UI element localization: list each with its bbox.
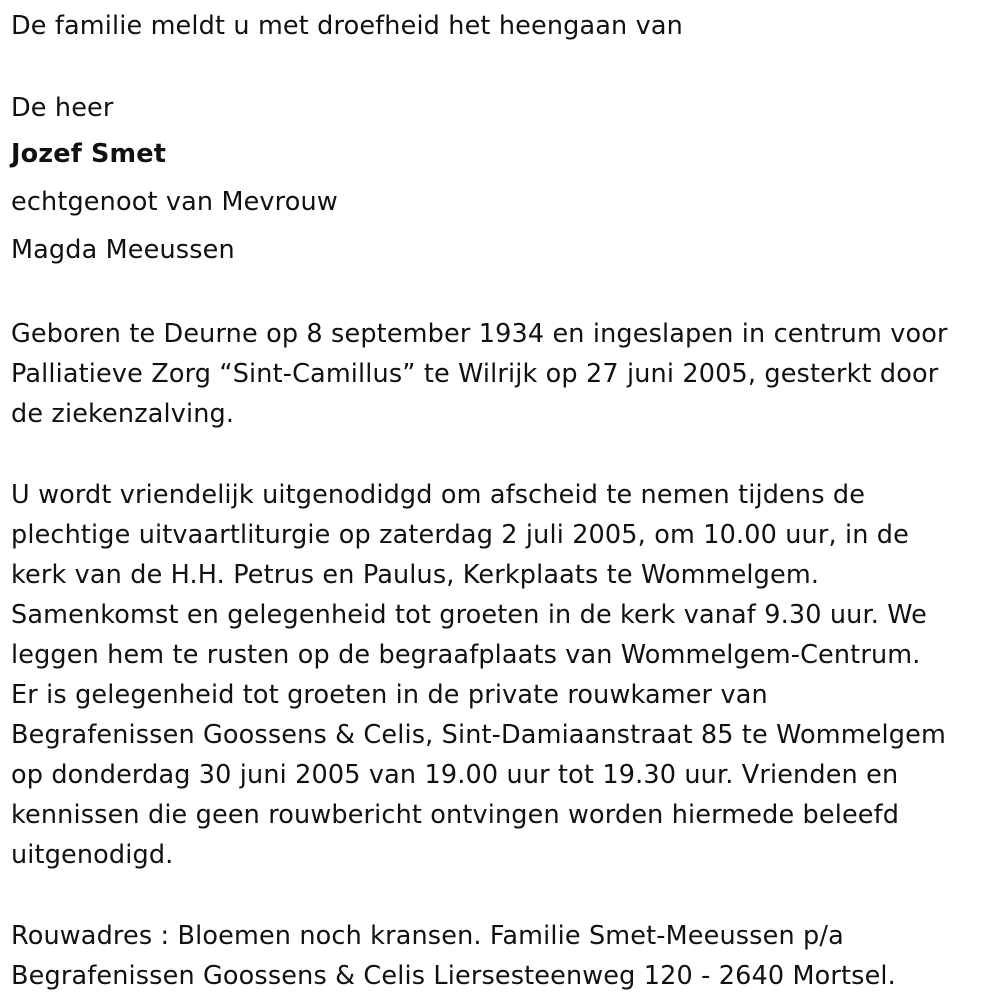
honorific: De heer <box>11 93 114 123</box>
paragraph-line: leggen hem te rusten op de begraafplaats van Wommelgem-Centrum. <box>11 640 921 670</box>
paragraph-line: kennissen die geen rouwbericht ontvingen worden hiermede beleefd <box>11 800 900 830</box>
paragraph-line: uitgenodigd. <box>11 840 174 870</box>
paragraph-line: Begrafenissen Goossens & Celis, Sint-Damiaanstraat 85 te Wommelgem <box>11 720 946 750</box>
spacer <box>11 434 990 475</box>
paragraph-line: Begrafenissen Goossens & Celis Liersesteenweg 120 - 2640 Mortsel. <box>11 961 896 991</box>
opening-line: De familie meldt u met droefheid het heengaan van <box>11 11 683 41</box>
paragraph-line: plechtige uitvaartliturgie op zaterdag 2 juli 2005, om 10.00 uur, in de <box>11 520 909 550</box>
spacer <box>11 46 990 86</box>
address-paragraph <box>11 916 990 996</box>
paragraph-line: Er is gelegenheid tot groeten in de private rouwkamer van <box>11 680 768 710</box>
spouse-line-1: echtgenoot van Mevrouw <box>11 187 338 217</box>
paragraph-line: Palliatieve Zorg “Sint-Camillus” te Wilrijk op 27 juni 2005, gesterkt door <box>11 359 939 389</box>
paragraph-line: Geboren te Deurne op 8 september 1934 en ingeslapen in centrum voor <box>11 319 948 349</box>
deceased-name: Jozef Smet <box>11 139 167 169</box>
spacer <box>11 274 990 314</box>
spouse-line-2: Magda Meeussen <box>11 235 235 265</box>
paragraph-line: de ziekenzalving. <box>11 399 235 429</box>
ceremony-paragraph <box>11 475 990 875</box>
name-block <box>11 86 990 274</box>
paragraph-line: op donderdag 30 juni 2005 van 19.00 uur tot 19.30 uur. Vrienden en <box>11 760 899 790</box>
paragraph-line: Samenkomst en gelegenheid tot groeten in de kerk vanaf 9.30 uur. We <box>11 600 927 630</box>
birth-death-paragraph <box>11 314 990 434</box>
paragraph-line: kerk van de H.H. Petrus en Paulus, Kerkplaats te Wommelgem. <box>11 560 820 590</box>
spacer <box>11 875 990 916</box>
paragraph-line: U wordt vriendelijk uitgenodidgd om afscheid te nemen tijdens de <box>11 480 866 510</box>
paragraph-line: Rouwadres : Bloemen noch kransen. Familie Smet-Meeussen p/a <box>11 921 844 951</box>
